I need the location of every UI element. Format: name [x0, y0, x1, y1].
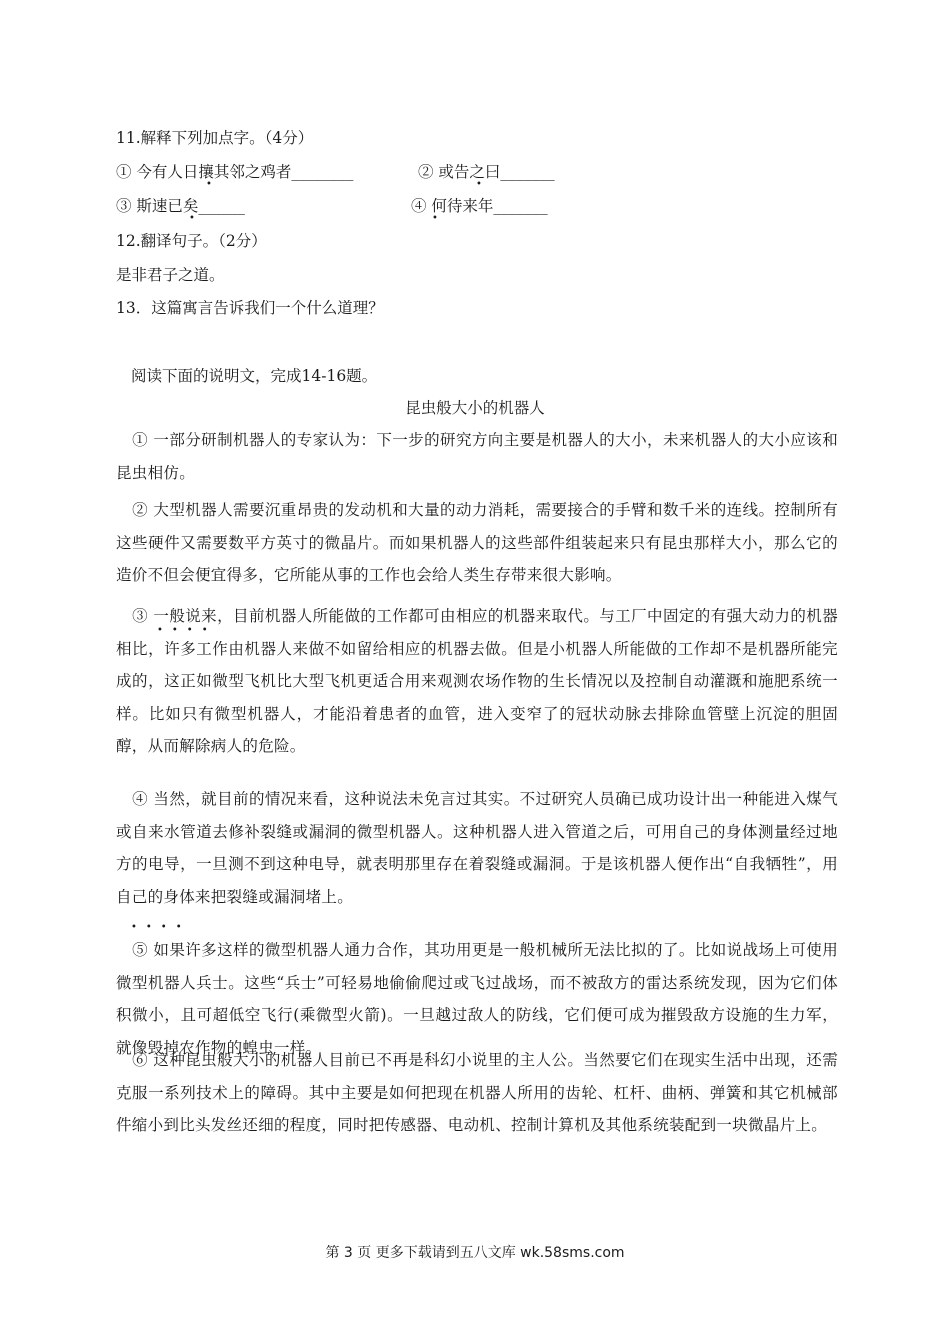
emphasis-dot-mark: • — [189, 213, 195, 224]
article-title: 昆虫般大小的机器人 — [405, 399, 545, 417]
reading-intro: 阅读下面的说明文，完成14-16题。 — [131, 367, 378, 385]
question-12-title: 12.翻译句子。（2分） — [116, 232, 267, 250]
page-footer: 第 3 页 更多下载请到五八文库 wk.58sms.com — [325, 1245, 625, 1261]
article-paragraph: ⑥ 这种昆虫般大小的机器人目前已不再是科幻小说里的主人公。当然要它们在现实生活中出现，还需克服一系列技术上的障碍。其中主要是如何把现在机器人所用的齿轮、杠杆、曲柄、弹簧和其它机械部件缩小到比头发丝还细的程度，同时把传感器、电动机、控制计算机及其他系统装配到一块微晶片上。 — [116, 1051, 838, 1134]
article-paragraph: ③ 一般说来，目前机器人所能做的工作都可由相应的机器来取代。与工厂中固定的有强大动力的机器相比，许多工作由机器人来做不如留给相应的机器去做。但是小机器人所能做的工作却不是机器所能完成的，这正如微型飞机比大型飞机更适合用来观测农场作物的生长情况以及控制自动灌溉和施肥系统一样。比如只有微型机器人，才能沿着患者的血管，进入变窄了的冠状动脉去排除血管壁上沉淀的胆固醇，从而解除病人的危险。 — [116, 607, 838, 755]
question-11-item-2: ② 或告之曰_______ — [418, 163, 555, 181]
question-11-title: 11.解释下列加点字。（4分） — [116, 129, 314, 147]
emphasis-dot-mark: • — [476, 179, 482, 190]
emphasis-dot-mark: •••• — [131, 922, 191, 933]
article-paragraph: ① 一部分研制机器人的专家认为：下一步的研究方向主要是机器人的大小，未来机器人的大小应该和昆虫相仿。 — [116, 431, 838, 482]
article-paragraph: ④ 当然，就目前的情况来看，这种说法未免言过其实。不过研究人员确已成功设计出一种能进入煤气或自来水管道去修补裂缝或漏洞的微型机器人。这种机器人进入管道之后，可用自己的身体测量经过地方的电导，一旦测不到这种电导，就表明那里存在着裂缝或漏洞。于是该机器人便作出“自我牺牲”，用自己的身体来把裂缝或漏洞堵上。 — [116, 790, 838, 906]
emphasis-dot-mark: •••• — [157, 625, 217, 636]
emphasis-dot-mark: • — [432, 213, 438, 224]
question-11-item-4: ④ 何待来年_______ — [411, 197, 548, 215]
article-paragraph: ② 大型机器人需要沉重昂贵的发动机和大量的动力消耗，需要接合的手臂和数千米的连线。控制所有这些硬件又需要数平方英寸的微晶片。而如果机器人的这些部件组装起来只有昆虫那样大小，那么它的造价不但会便宜得多，它所能从事的工作也会给人类生存带来很大影响。 — [116, 501, 838, 584]
emphasis-dot-mark: • — [206, 179, 212, 190]
question-11-item-1: ① 今有人日攘其邻之鸡者________ — [116, 163, 354, 181]
question-13-title: 13．这篇寓言告诉我们一个什么道理？ — [116, 299, 384, 317]
question-11-item-3: ③ 斯速已矣______ — [116, 197, 245, 215]
question-12-sentence: 是非君子之道。 — [116, 266, 225, 284]
article-paragraph: ⑤ 如果许多这样的微型机器人通力合作，其功用更是一般机械所无法比拟的了。比如说战场上可使用微型机器人兵士。这些“兵士”可轻易地偷偷爬过或飞过战场，而不被敌方的雷达系统发现，因为它们体积微小，且可超低空飞行(乘微型火箭)。一旦越过敌人的防线，它们便可成为摧毁敌方设施的生力军，就像毁掉农作物的蝗虫一样。 — [116, 941, 838, 1057]
